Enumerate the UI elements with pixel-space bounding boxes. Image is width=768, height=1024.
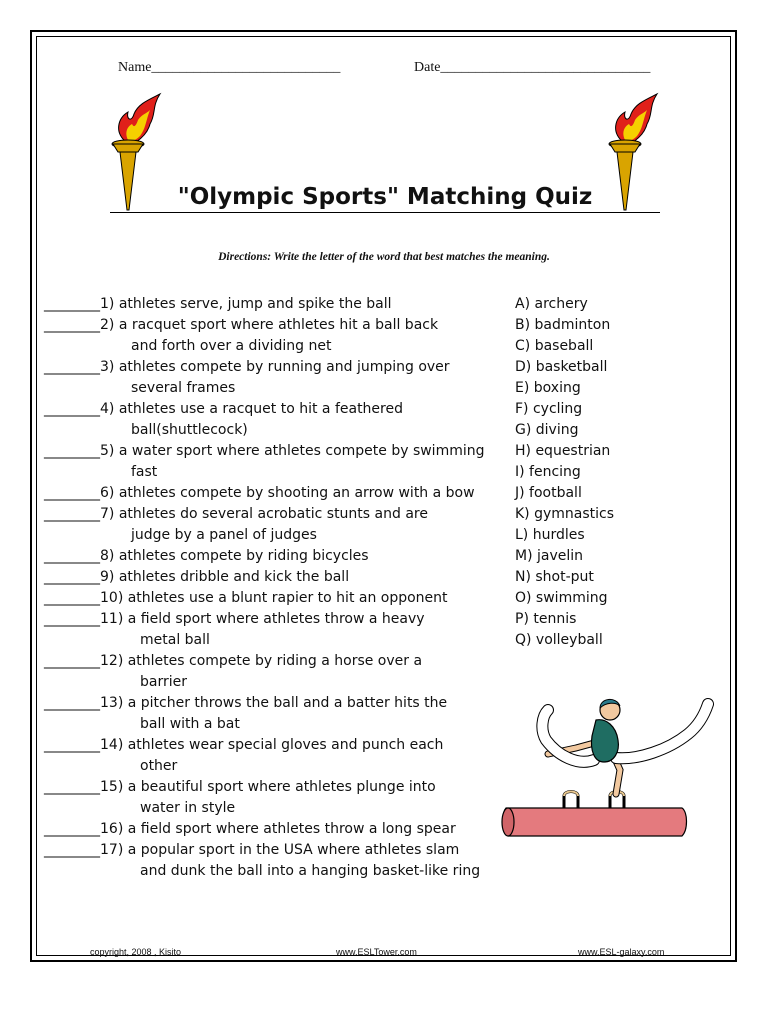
answer-option: I) fencing (515, 464, 581, 480)
question-text: ________17) a popular sport in the USA where athletes slam (44, 842, 460, 858)
question-text: ________3) athletes compete by running and jumping over (44, 359, 450, 375)
title-underline (110, 212, 660, 213)
question-item[interactable] (44, 735, 504, 777)
answer-option: C) baseball (515, 338, 594, 354)
question-continuation: and dunk the ball into a hanging basket-like ring (140, 863, 481, 879)
answer-option: A) archery (515, 296, 588, 312)
question-text: ________9) athletes dribble and kick the ball (44, 569, 350, 585)
question-item[interactable] (44, 840, 504, 882)
question-text: ________12) athletes compete by riding a horse over a (44, 653, 423, 669)
answer-option: D) basketball (515, 359, 608, 375)
footer-link-esltower[interactable]: www.ESLTower.com (336, 947, 417, 957)
answer-option: B) badminton (515, 317, 611, 333)
question-item[interactable] (44, 777, 504, 819)
name-field[interactable]: Name___________________________ (118, 60, 341, 75)
question-item[interactable] (44, 819, 504, 840)
answer-option: Q) volleyball (515, 632, 603, 648)
answer-option: O) swimming (515, 590, 608, 606)
question-text: ________13) a pitcher throws the ball and a batter hits the (44, 695, 448, 711)
answer-option: J) football (515, 485, 582, 501)
question-item[interactable] (44, 567, 504, 588)
question-continuation: and forth over a dividing net (131, 338, 332, 354)
question-text: ________2) a racquet sport where athletes hit a ball back (44, 317, 439, 333)
question-item[interactable] (44, 588, 504, 609)
question-text: ________10) athletes use a blunt rapier to hit an opponent (44, 590, 448, 606)
question-item[interactable] (44, 651, 504, 693)
question-text: ________16) a field sport where athletes throw a long spear (44, 821, 456, 837)
question-continuation: metal ball (140, 632, 210, 648)
question-item[interactable] (44, 504, 504, 546)
question-continuation: ball(shuttlecock) (131, 422, 248, 438)
answer-option: F) cycling (515, 401, 583, 417)
footer-copyright: copyright, 2008 , Kisito (90, 947, 182, 957)
answer-option: H) equestrian (515, 443, 611, 459)
answer-option: K) gymnastics (515, 506, 615, 522)
question-text: ________15) a beautiful sport where athletes plunge into (44, 779, 436, 795)
question-item[interactable] (44, 399, 504, 441)
footer-link-eslgalaxy[interactable]: www.ESL-galaxy.com (578, 947, 665, 957)
question-text: ________11) a field sport where athletes throw a heavy (44, 611, 425, 627)
question-item[interactable] (44, 693, 504, 735)
answer-option: P) tennis (515, 611, 577, 627)
date-field[interactable]: Date______________________________ (414, 60, 651, 75)
answer-option: M) javelin (515, 548, 584, 564)
question-item[interactable] (44, 483, 504, 504)
question-item[interactable] (44, 441, 504, 483)
question-text: ________8) athletes compete by riding bicycles (44, 548, 369, 564)
question-item[interactable] (44, 315, 504, 357)
question-continuation: fast (131, 464, 158, 480)
answer-option: L) hurdles (515, 527, 585, 543)
answer-option: G) diving (515, 422, 579, 438)
question-text: ________4) athletes use a racquet to hit a feathered (44, 401, 403, 417)
question-item[interactable] (44, 609, 504, 651)
answer-option: N) shot-put (515, 569, 594, 585)
question-item[interactable] (44, 546, 504, 567)
question-continuation: other (140, 758, 178, 774)
question-text: ________5) a water sport where athletes compete by swimming (44, 443, 485, 459)
question-text: ________1) athletes serve, jump and spike the ball (44, 296, 392, 312)
question-continuation: ball with a bat (140, 716, 240, 732)
answer-option: E) boxing (515, 380, 581, 396)
page-title: "Olympic Sports" Matching Quiz (177, 184, 593, 210)
question-text: ________14) athletes wear special gloves and punch each (44, 737, 444, 753)
question-continuation: judge by a panel of judges (131, 527, 317, 543)
question-continuation: several frames (131, 380, 236, 396)
question-continuation: barrier (140, 674, 187, 690)
question-text: ________7) athletes do several acrobatic stunts and are (44, 506, 428, 522)
question-continuation: water in style (140, 800, 236, 816)
question-item[interactable] (44, 357, 504, 399)
question-text: ________6) athletes compete by shooting an arrow with a bow (44, 485, 475, 501)
question-item[interactable] (44, 294, 504, 315)
directions: Directions: Write the letter of the word that best matches the meaning. (218, 251, 550, 263)
gymnast-pommel-horse-icon (498, 690, 720, 840)
